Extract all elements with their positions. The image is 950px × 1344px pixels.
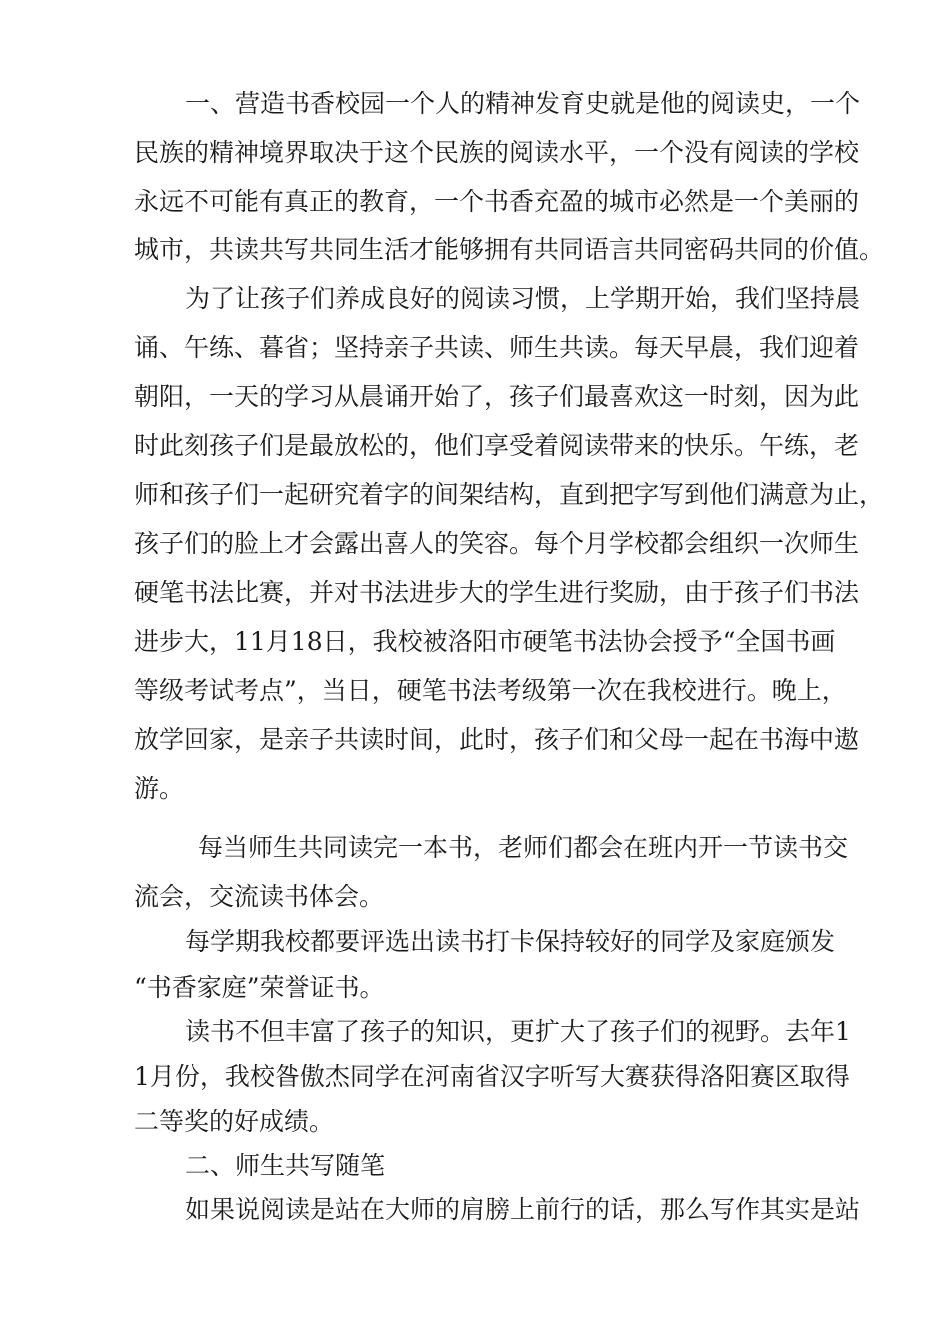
text-line: “书香家庭”荣誉证书。 [134, 973, 385, 1002]
text-line: 孩子们的脸上才会露出喜人的笑容。每个月学校都会组织一次师生 [134, 529, 860, 558]
text-line: 民族的精神境界取决于这个民族的阅读水平，一个没有阅读的学校 [134, 138, 860, 167]
text-line: 朝阳，一天的学习从晨诵开始了，孩子们最喜欢这一时刻，因为此 [134, 382, 860, 411]
text-line: 一、营造书香校园一个人的精神发育史就是他的阅读史，一个 [185, 89, 861, 118]
section-heading: 二、师生共写随笔 [185, 1151, 386, 1180]
text-line: 诵、午练、暮省；坚持亲子共读、师生共读。每天早晨，我们迎着 [134, 333, 860, 362]
text-line: 永远不可能有真正的教育，一个书香充盈的城市必然是一个美丽的 [134, 187, 860, 216]
text-line: 为了让孩子们养成良好的阅读习惯，上学期开始，我们坚持晨 [185, 284, 861, 313]
text-line: 读书不但丰富了孩子的知识，更扩大了孩子们的视野。去年1 [185, 1017, 851, 1046]
text-line: 放学回家，是亲子共读时间，此时，孩子们和父母一起在书海中遨 [134, 725, 860, 754]
text-line: 每当师生共同读完一本书，老师们都会在班内开一节读书交 [198, 833, 849, 862]
text-line: 硬笔书法比赛，并对书法进步大的学生进行奖励，由于孩子们书法 [134, 578, 860, 607]
text-line: 等级考试考点”，当日，硬笔书法考级第一次在我校进行。晚上， [134, 676, 847, 705]
text-line: 城市，共读共写共同生活才能够拥有共同语言共同密码共同的价值。 [134, 235, 885, 264]
text-line: 进步大，11月18日，我校被洛阳市硬笔书法协会授予“全国书画 [134, 627, 836, 656]
text-line: 二等奖的好成绩。 [134, 1107, 335, 1136]
text-line: 时此刻孩子们是最放松的，他们享受着阅读带来的快乐。午练，老 [134, 431, 860, 460]
text-line: 师和孩子们一起研究着字的间架结构，直到把字写到他们满意为止， [134, 480, 885, 509]
text-line: 如果说阅读是站在大师的肩膀上前行的话，那么写作其实是站 [185, 1195, 861, 1224]
text-line: 游。 [134, 774, 185, 803]
text-line: 1月份，我校昝傲杰同学在河南省汉字听写大赛获得洛阳赛区取得 [134, 1062, 850, 1091]
text-line: 流会，交流读书体会。 [134, 882, 385, 911]
text-line: 每学期我校都要评选出读书打卡保持较好的同学及家庭颁发 [185, 927, 836, 956]
